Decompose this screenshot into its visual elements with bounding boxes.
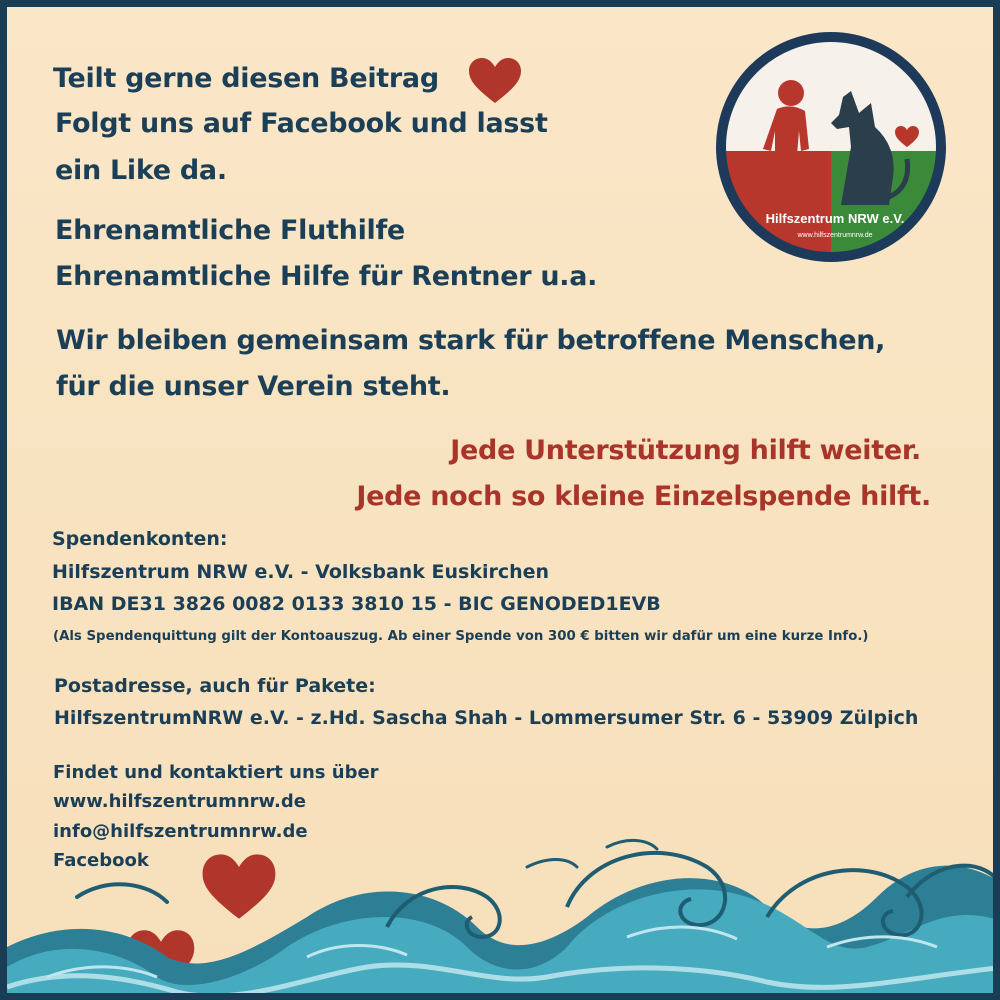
heart-icon	[467, 57, 523, 107]
wave-decoration	[7, 827, 1000, 1000]
logo-url: www.hilfszentrumnrw.de	[797, 232, 873, 239]
project-seniors: Ehrenamtliche Hilfe für Rentner u.a.	[55, 261, 598, 292]
mission-line-1: Wir bleiben gemeinsam stark für betroffene Menschen,	[56, 325, 886, 356]
share-text: Teilt gerne diesen Beitrag	[53, 63, 439, 94]
bank-name: Hilfszentrum NRW e.V. - Volksbank Euskirchen	[52, 561, 550, 583]
project-flood: Ehrenamtliche Fluthilfe	[55, 215, 405, 246]
mission-line-2: für die unser Verein steht.	[56, 371, 451, 402]
facebook-link[interactable]: Facebook	[53, 850, 149, 871]
organization-logo	[711, 27, 951, 267]
donation-note: (Als Spendenquittung gilt der Kontoauszug. Ab einer Spende von 300 € bitten wir dafür um eine kurze Info.)	[53, 629, 869, 644]
follow-text: Folgt uns auf Facebook und lasst	[55, 108, 548, 139]
email-link[interactable]: info@hilfszentrumnrw.de	[53, 821, 308, 842]
appeal-line-1: Jede Unterstützung hilft weiter.	[450, 435, 921, 466]
donation-heading: Spendenkonten:	[52, 528, 228, 550]
appeal-line-2: Jede noch so kleine Einzelspende hilft.	[356, 481, 931, 512]
iban: IBAN DE31 3826 0082 0133 3810 15 - BIC GENODED1EVB	[52, 593, 661, 615]
contact-heading: Findet und kontaktiert uns über	[53, 762, 379, 783]
postal-address: HilfszentrumNRW e.V. - z.Hd. Sascha Shah - Lommersumer Str. 6 - 53909 Zülpich	[54, 707, 919, 729]
logo-name: Hilfszentrum NRW e.V.	[765, 211, 905, 226]
like-text: ein Like da.	[55, 155, 227, 186]
website-link[interactable]: www.hilfszentrumnrw.de	[53, 791, 306, 812]
postal-heading: Postadresse, auch für Pakete:	[54, 675, 376, 697]
